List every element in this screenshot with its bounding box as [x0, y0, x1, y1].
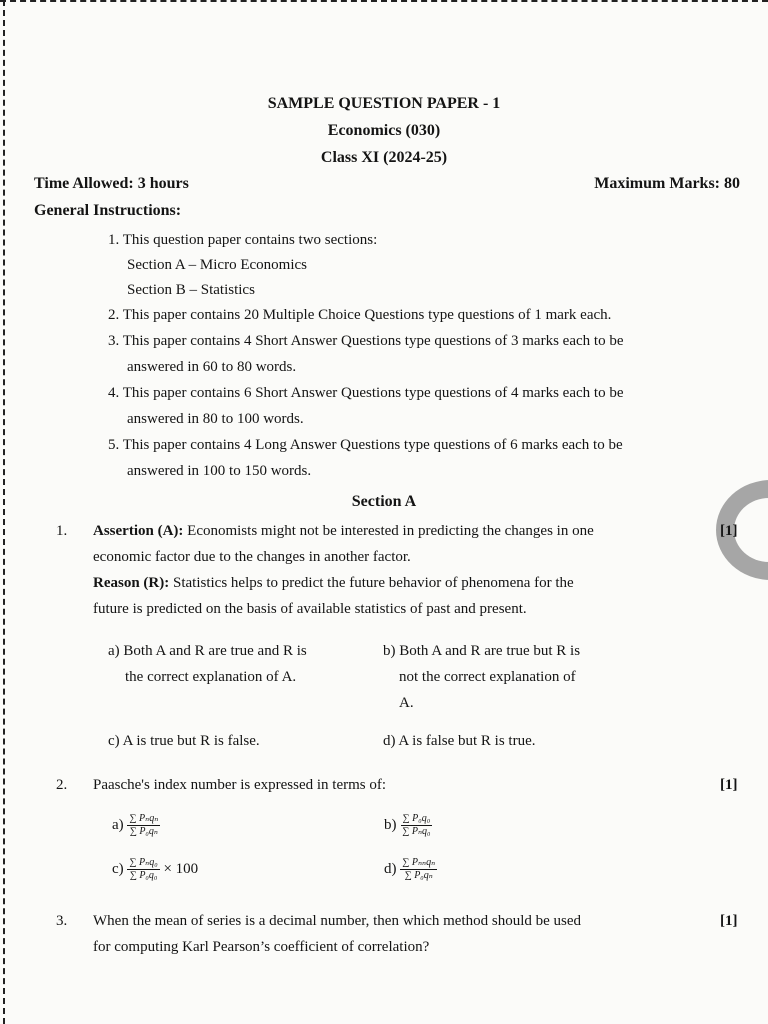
q2-option-d-fraction [400, 858, 437, 881]
q1-option-a-line1: a) Both A and R are true and R is [108, 643, 307, 659]
q1-reason-text: Statistics helps to predict the future behavior of phenomena for the [169, 575, 574, 591]
instruction-5: 5. This paper contains 4 Long Answer Questions type questions of 6 marks each to be [108, 437, 623, 453]
top-dashed-border [0, 0, 768, 2]
q2-option-b [384, 814, 433, 837]
q2-option-b-label: b) [384, 816, 397, 833]
paper-subject: Economics (030) [327, 122, 441, 139]
time-allowed: Time Allowed: 3 hours [34, 175, 189, 192]
q2-option-d-numerator: ∑ Pₙₙqₙ [402, 857, 436, 868]
q2-option-c-label: c) [112, 860, 124, 877]
q2-option-d [384, 858, 437, 881]
q1-reason-line2: future is predicted on the basis of available statistics of past and present. [93, 601, 527, 617]
q2-option-c-fraction [127, 858, 159, 881]
q1-assertion-line2: economic factor due to the changes in another factor. [93, 549, 411, 565]
instruction-1b: Section B – Statistics [127, 282, 255, 298]
q1-option-d: d) A is false but R is true. [383, 733, 536, 749]
q2-option-a-numerator: ∑ Pₙqₙ [129, 813, 159, 824]
q2-option-c-numerator: ∑ Pₙq₀ [129, 857, 158, 868]
q1-reason-label: Reason (R): [93, 575, 170, 591]
q3-text: When the mean of series is a decimal number, then which method should be used [93, 913, 582, 929]
q1-assertion-label: Assertion (A): [93, 523, 184, 539]
q2-option-a-denominator: ∑ P₀qₙ [129, 826, 158, 837]
q1-assertion [93, 523, 594, 540]
q2-option-d-label: d) [384, 860, 397, 877]
instruction-3b: answered in 60 to 80 words. [127, 359, 297, 375]
q1-option-b-line2: not the correct explanation of [399, 669, 576, 685]
maximum-marks: Maximum Marks: 80 [594, 175, 740, 192]
q2-option-b-fraction [400, 814, 432, 837]
general-instructions-heading: General Instructions: [34, 202, 182, 219]
q2-option-a-fraction [127, 814, 160, 837]
q1-option-a-line2: the correct explanation of A. [125, 669, 297, 685]
paper-title: SAMPLE QUESTION PAPER - 1 [267, 95, 501, 112]
instruction-2: 2. This paper contains 20 Multiple Choice Questions type questions of 1 mark each. [108, 307, 612, 323]
q2-option-b-numerator: ∑ P₀q₀ [402, 813, 431, 824]
q2-text: Paasche's index number is expressed in terms of: [93, 777, 387, 793]
q2-option-c [112, 858, 198, 881]
q1-option-c: c) A is true but R is false. [108, 733, 260, 749]
q2-option-b-denominator: ∑ Pₙq₀ [402, 826, 431, 837]
q2-option-a [112, 814, 160, 837]
q3-number: 3. [56, 913, 68, 929]
instruction-4b: answered in 80 to 100 words. [127, 411, 304, 427]
q2-number: 2. [56, 777, 68, 793]
q1-option-b-line3: A. [399, 695, 414, 711]
q2-option-d-denominator: ∑ P₀qₙ [404, 870, 433, 881]
q3-text-line2: for computing Karl Pearson’s coefficient of correlation? [93, 939, 430, 955]
q1-assertion-text: Economists might not be interested in predicting the changes in one [183, 523, 594, 539]
q2-option-c-suffix: × 100 [163, 860, 199, 877]
instruction-1: 1. This question paper contains two sections: [108, 232, 378, 248]
q1-reason [93, 575, 574, 592]
q2-option-c-denominator: ∑ P₀q₀ [129, 870, 158, 881]
instruction-3: 3. This paper contains 4 Short Answer Questions type questions of 3 marks each to be [108, 333, 624, 349]
q1-option-b-line1: b) Both A and R are true but R is [383, 643, 581, 659]
q2-option-a-label: a) [112, 816, 124, 833]
section-a-heading: Section A [351, 493, 417, 510]
instruction-5b: answered in 100 to 150 words. [127, 463, 312, 479]
q2-marks: [1] [720, 777, 738, 793]
q1-number: 1. [56, 523, 68, 539]
instruction-4: 4. This paper contains 6 Short Answer Questions type questions of 4 marks each to be [108, 385, 624, 401]
q1-marks: [1] [720, 523, 738, 539]
paper-class: Class XI (2024-25) [320, 149, 448, 166]
q3-marks: [1] [720, 913, 738, 929]
instruction-1a: Section A – Micro Economics [127, 257, 307, 273]
